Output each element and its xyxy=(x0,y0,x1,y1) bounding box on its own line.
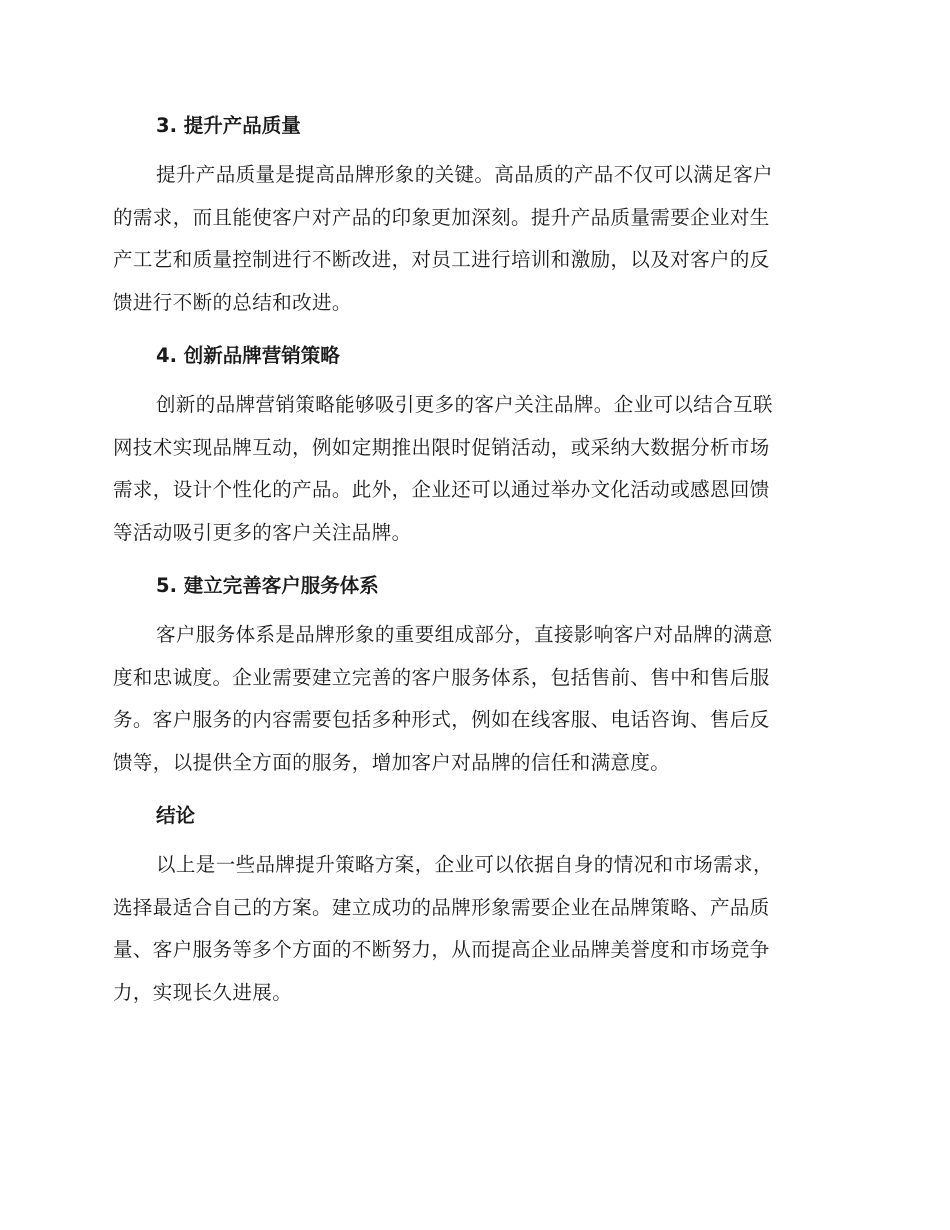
paragraph-conclusion xyxy=(113,844,833,1014)
document-page xyxy=(113,106,833,1026)
paragraph-customer-service xyxy=(113,614,833,784)
paragraph-brand-marketing xyxy=(113,384,833,554)
paragraph-line: 等活动吸引更多的客户关注品牌。 xyxy=(113,520,412,544)
paragraph-line: 提升产品质量是提高品牌形象的关键。高品质的产品不仅可以满足客户 xyxy=(156,163,773,186)
paragraph-product-quality xyxy=(113,154,833,324)
paragraph-line: 务。客户服务的内容需要包括多种形式，例如在线客服、电话咨询、售后反 xyxy=(113,708,770,731)
section-heading-product-quality: 3. 提升产品质量 xyxy=(156,114,301,137)
paragraph-line: 客户服务体系是品牌形象的重要组成部分，直接影响客户对品牌的满意 xyxy=(156,623,773,646)
paragraph-line: 产工艺和质量控制进行不断改进，对员工进行培训和激励，以及对客户的反 xyxy=(113,248,770,271)
section-heading-customer-service: 5. 建立完善客户服务体系 xyxy=(156,574,379,597)
paragraph-line: 选择最适合自己的方案。建立成功的品牌形象需要企业在品牌策略、产品质 xyxy=(113,895,770,919)
section-heading-conclusion: 结论 xyxy=(156,804,196,827)
paragraph-line: 馈进行不断的总结和改进。 xyxy=(113,290,352,314)
paragraph-line: 力，实现长久进展。 xyxy=(113,980,293,1004)
paragraph-line: 需求，设计个性化的产品。此外，企业还可以通过举办文化活动或感恩回馈 xyxy=(113,478,770,501)
paragraph-line: 馈等，以提供全方面的服务，增加客户对品牌的信任和满意度。 xyxy=(113,750,671,774)
paragraph-line: 网技术实现品牌互动，例如定期推出限时促销活动，或采纳大数据分析市场 xyxy=(113,435,770,459)
paragraph-line: 创新的品牌营销策略能够吸引更多的客户关注品牌。企业可以结合互联 xyxy=(156,393,773,416)
paragraph-line: 的需求，而且能使客户对产品的印象更加深刻。提升产品质量需要企业对生 xyxy=(113,205,770,229)
paragraph-line: 以上是一些品牌提升策略方案，企业可以依据自身的情况和市场需求， xyxy=(156,853,773,876)
paragraph-line: 量、客户服务等多个方面的不断努力，从而提高企业品牌美誉度和市场竞争 xyxy=(113,938,770,961)
paragraph-line: 度和忠诚度。企业需要建立完善的客户服务体系，包括售前、售中和售后服 xyxy=(113,665,770,689)
section-heading-brand-marketing: 4. 创新品牌营销策略 xyxy=(156,344,340,367)
